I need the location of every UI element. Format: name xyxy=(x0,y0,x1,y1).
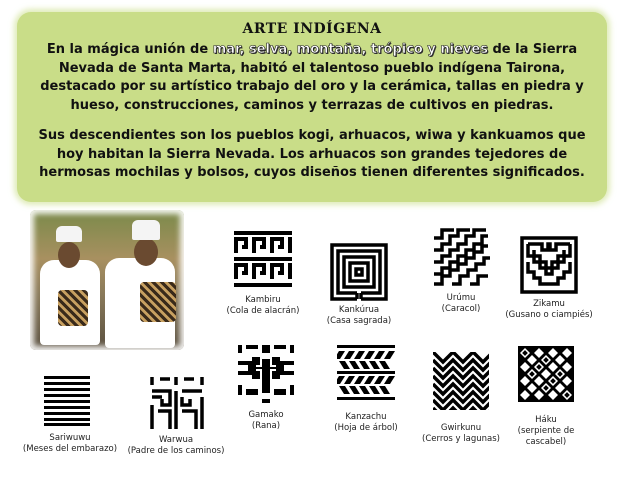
pattern-meaning: (Caracol) xyxy=(441,304,481,314)
face-right xyxy=(134,238,158,266)
pattern-meaning: (Cola de alacrán) xyxy=(226,306,300,316)
kanzachu-label xyxy=(334,412,397,434)
pattern-name: Warwua xyxy=(158,435,194,445)
sariwuwu-label xyxy=(23,433,117,455)
warwua-label xyxy=(128,435,225,457)
pattern-name: Urúmu xyxy=(446,293,476,303)
kambiru-label xyxy=(227,295,300,317)
gamako-pattern xyxy=(238,345,294,403)
intro-paragraph-1 xyxy=(25,41,599,115)
pattern-name: Háku xyxy=(535,415,557,425)
gwirkunu-label xyxy=(422,423,500,445)
pattern-meaning-2: cascabel) xyxy=(525,437,567,447)
sariwuwu-pattern xyxy=(44,376,90,426)
haku-pattern xyxy=(518,346,574,402)
mochila-left xyxy=(58,290,88,326)
warwua-pattern xyxy=(150,377,204,431)
kankurua-pattern xyxy=(330,243,388,301)
intro-paragraph-2: Sus descendientes son los pueblos kogi, arhuacos, wiwa y kankuamos que hoy habitan la Sierra Nevada. Los arhuacos son grandes tejedores de hermosas mochilas y bolsos, cuyos diseños tienen diferentes significados. xyxy=(38,128,586,180)
pattern-meaning: (Rana) xyxy=(251,421,281,431)
pattern-meaning: (Padre de los caminos) xyxy=(127,446,225,456)
pattern-name: Sariwuwu xyxy=(49,433,91,443)
pattern-meaning: (Casa sagrada) xyxy=(326,316,392,326)
hat-left xyxy=(56,226,82,242)
intro-box xyxy=(17,12,607,202)
kambiru-pattern xyxy=(234,231,292,287)
pattern-name: Kambiru xyxy=(245,295,281,305)
pattern-name: Zikamu xyxy=(533,299,565,309)
haku-label xyxy=(518,415,575,448)
pattern-meaning: (Cerros y lagunas) xyxy=(422,434,500,444)
page-title: ARTE INDÍGENA xyxy=(242,21,382,37)
p1-highlight: mar, selva, montaña, trópico y nieves xyxy=(212,42,488,57)
gwirkunu-pattern xyxy=(433,352,489,410)
gamako-label xyxy=(248,410,283,432)
pattern-name: Gwirkunu xyxy=(440,423,482,433)
p1-text-end: de la Sierra Nevada de Santa Marta, habitó el talentoso pueblo indígena Tairona, destacado por su artístico trabajo del oro y la cerámica, tallas en piedra y hueso, construcciones, caminos y terrazas de cultivos en piedras. xyxy=(40,42,584,113)
pattern-name: Kanzachu xyxy=(345,412,387,422)
zikamu-label xyxy=(505,299,592,321)
mochila-right xyxy=(140,282,176,322)
pattern-meaning: (serpiente de xyxy=(517,426,575,436)
hat-right xyxy=(132,220,160,240)
arhuaco-photo xyxy=(30,210,184,350)
pattern-meaning: (Hoja de árbol) xyxy=(334,423,398,433)
pattern-name: Gamako xyxy=(248,410,284,420)
kanzachu-pattern xyxy=(337,345,395,401)
urumu-label xyxy=(442,293,481,315)
kankurua-label xyxy=(327,305,391,327)
face-left xyxy=(58,242,80,268)
pattern-name: Kankúrua xyxy=(338,305,380,315)
urumu-pattern xyxy=(432,228,490,286)
pattern-meaning: (Meses del embarazo) xyxy=(22,444,118,454)
p1-text-start: En la mágica unión de xyxy=(46,42,213,57)
zikamu-pattern xyxy=(520,236,578,294)
pattern-meaning: (Gusano o ciampiés) xyxy=(505,310,593,320)
